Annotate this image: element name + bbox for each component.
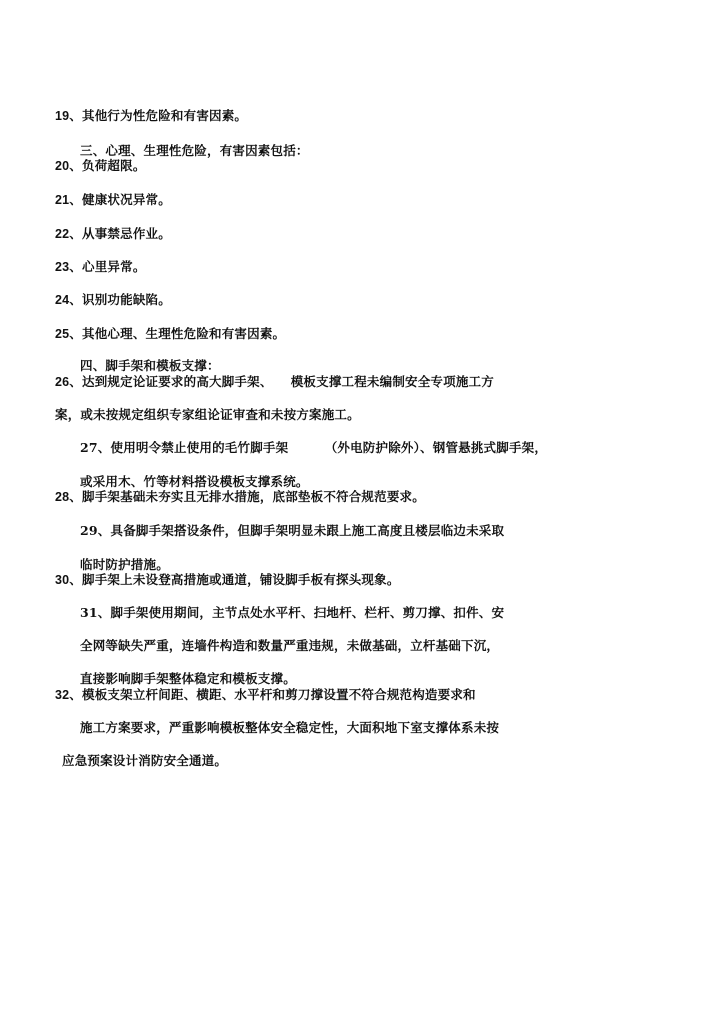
item-number: 19、: [55, 109, 83, 123]
item-number: 20、: [55, 159, 83, 173]
item-32-continued: 施工方案要求，严重影响模板整体安全稳定性，大面积地下室支撑体系未按: [80, 720, 500, 735]
item-number: 28、: [55, 490, 83, 504]
item-number: 30、: [55, 573, 83, 587]
item-27: 27、使用明令禁止使用的毛竹脚手架 （外电防护除外）、钢管悬挑式脚手架，: [80, 440, 548, 455]
item-text: 模板支架立杆间距、横距、水平杆和剪刀撑设置不符合规范构造要求和: [82, 687, 476, 702]
item-30: [55, 572, 400, 588]
item-31-continued: 全网等缺失严重，连墙件构造和数量严重违规，未做基础，立杆基础下沉，: [80, 638, 500, 653]
item-19: [55, 108, 247, 124]
item-text: 达到规定论证要求的高大脚手架、 模板支撑工程未编制安全专项施工方: [82, 374, 494, 389]
item-text: 脚手架上未设登高措施或通道，铺设脚手板有探头现象。: [82, 572, 400, 587]
item-number: 25、: [55, 327, 83, 341]
item-26-continued: 案，或未按规定组织专家组论证审查和未按方案施工。: [55, 407, 360, 422]
item-number: 26、: [55, 375, 83, 389]
item-32-continued-2: 应急预案设计消防安全通道。: [62, 753, 228, 768]
item-27-continued: 或采用木、竹等材料搭设模板支撑系统。: [80, 474, 309, 489]
item-text: 健康状况异常。: [82, 192, 171, 207]
item-number: 24、: [55, 293, 83, 307]
item-21: [55, 192, 171, 208]
item-number: 32、: [55, 688, 83, 702]
item-text: 其他心理、生理性危险和有害因素。: [82, 326, 286, 341]
section-heading-3: 三、心理、生理性危险，有害因素包括：: [80, 143, 309, 158]
item-20: [55, 158, 146, 174]
item-31: 31、脚手架使用期间，主节点处水平杆、扫地杆、栏杆、剪刀撑、扣件、安: [80, 605, 505, 620]
item-number: 22、: [55, 227, 83, 241]
item-25: [55, 326, 285, 342]
item-29: 29、具备脚手架搭设条件，但脚手架明显未跟上施工高度且楼层临边未采取: [80, 523, 505, 538]
item-31-continued-2: 直接影响脚手架整体稳定和模板支撑。: [80, 671, 296, 686]
item-number: 23、: [55, 260, 83, 274]
item-text: 脚手架基础未夯实且无排水措施，底部垫板不符合规范要求。: [82, 489, 425, 504]
item-29-continued: 临时防护措施。: [80, 557, 169, 572]
item-32: [55, 687, 476, 703]
item-23: [55, 259, 146, 275]
item-number: 21、: [55, 193, 83, 207]
item-text: 负荷超限。: [82, 158, 146, 173]
item-26: [55, 374, 494, 390]
item-22: [55, 226, 171, 242]
item-24: [55, 292, 171, 308]
item-text: 从事禁忌作业。: [82, 226, 171, 241]
section-heading-4: 四、脚手架和模板支撑：: [80, 358, 220, 373]
item-text: 识别功能缺陷。: [82, 292, 171, 307]
item-text: 其他行为性危险和有害因素。: [82, 108, 248, 123]
item-28: [55, 489, 425, 505]
item-text: 心里异常。: [82, 259, 146, 274]
